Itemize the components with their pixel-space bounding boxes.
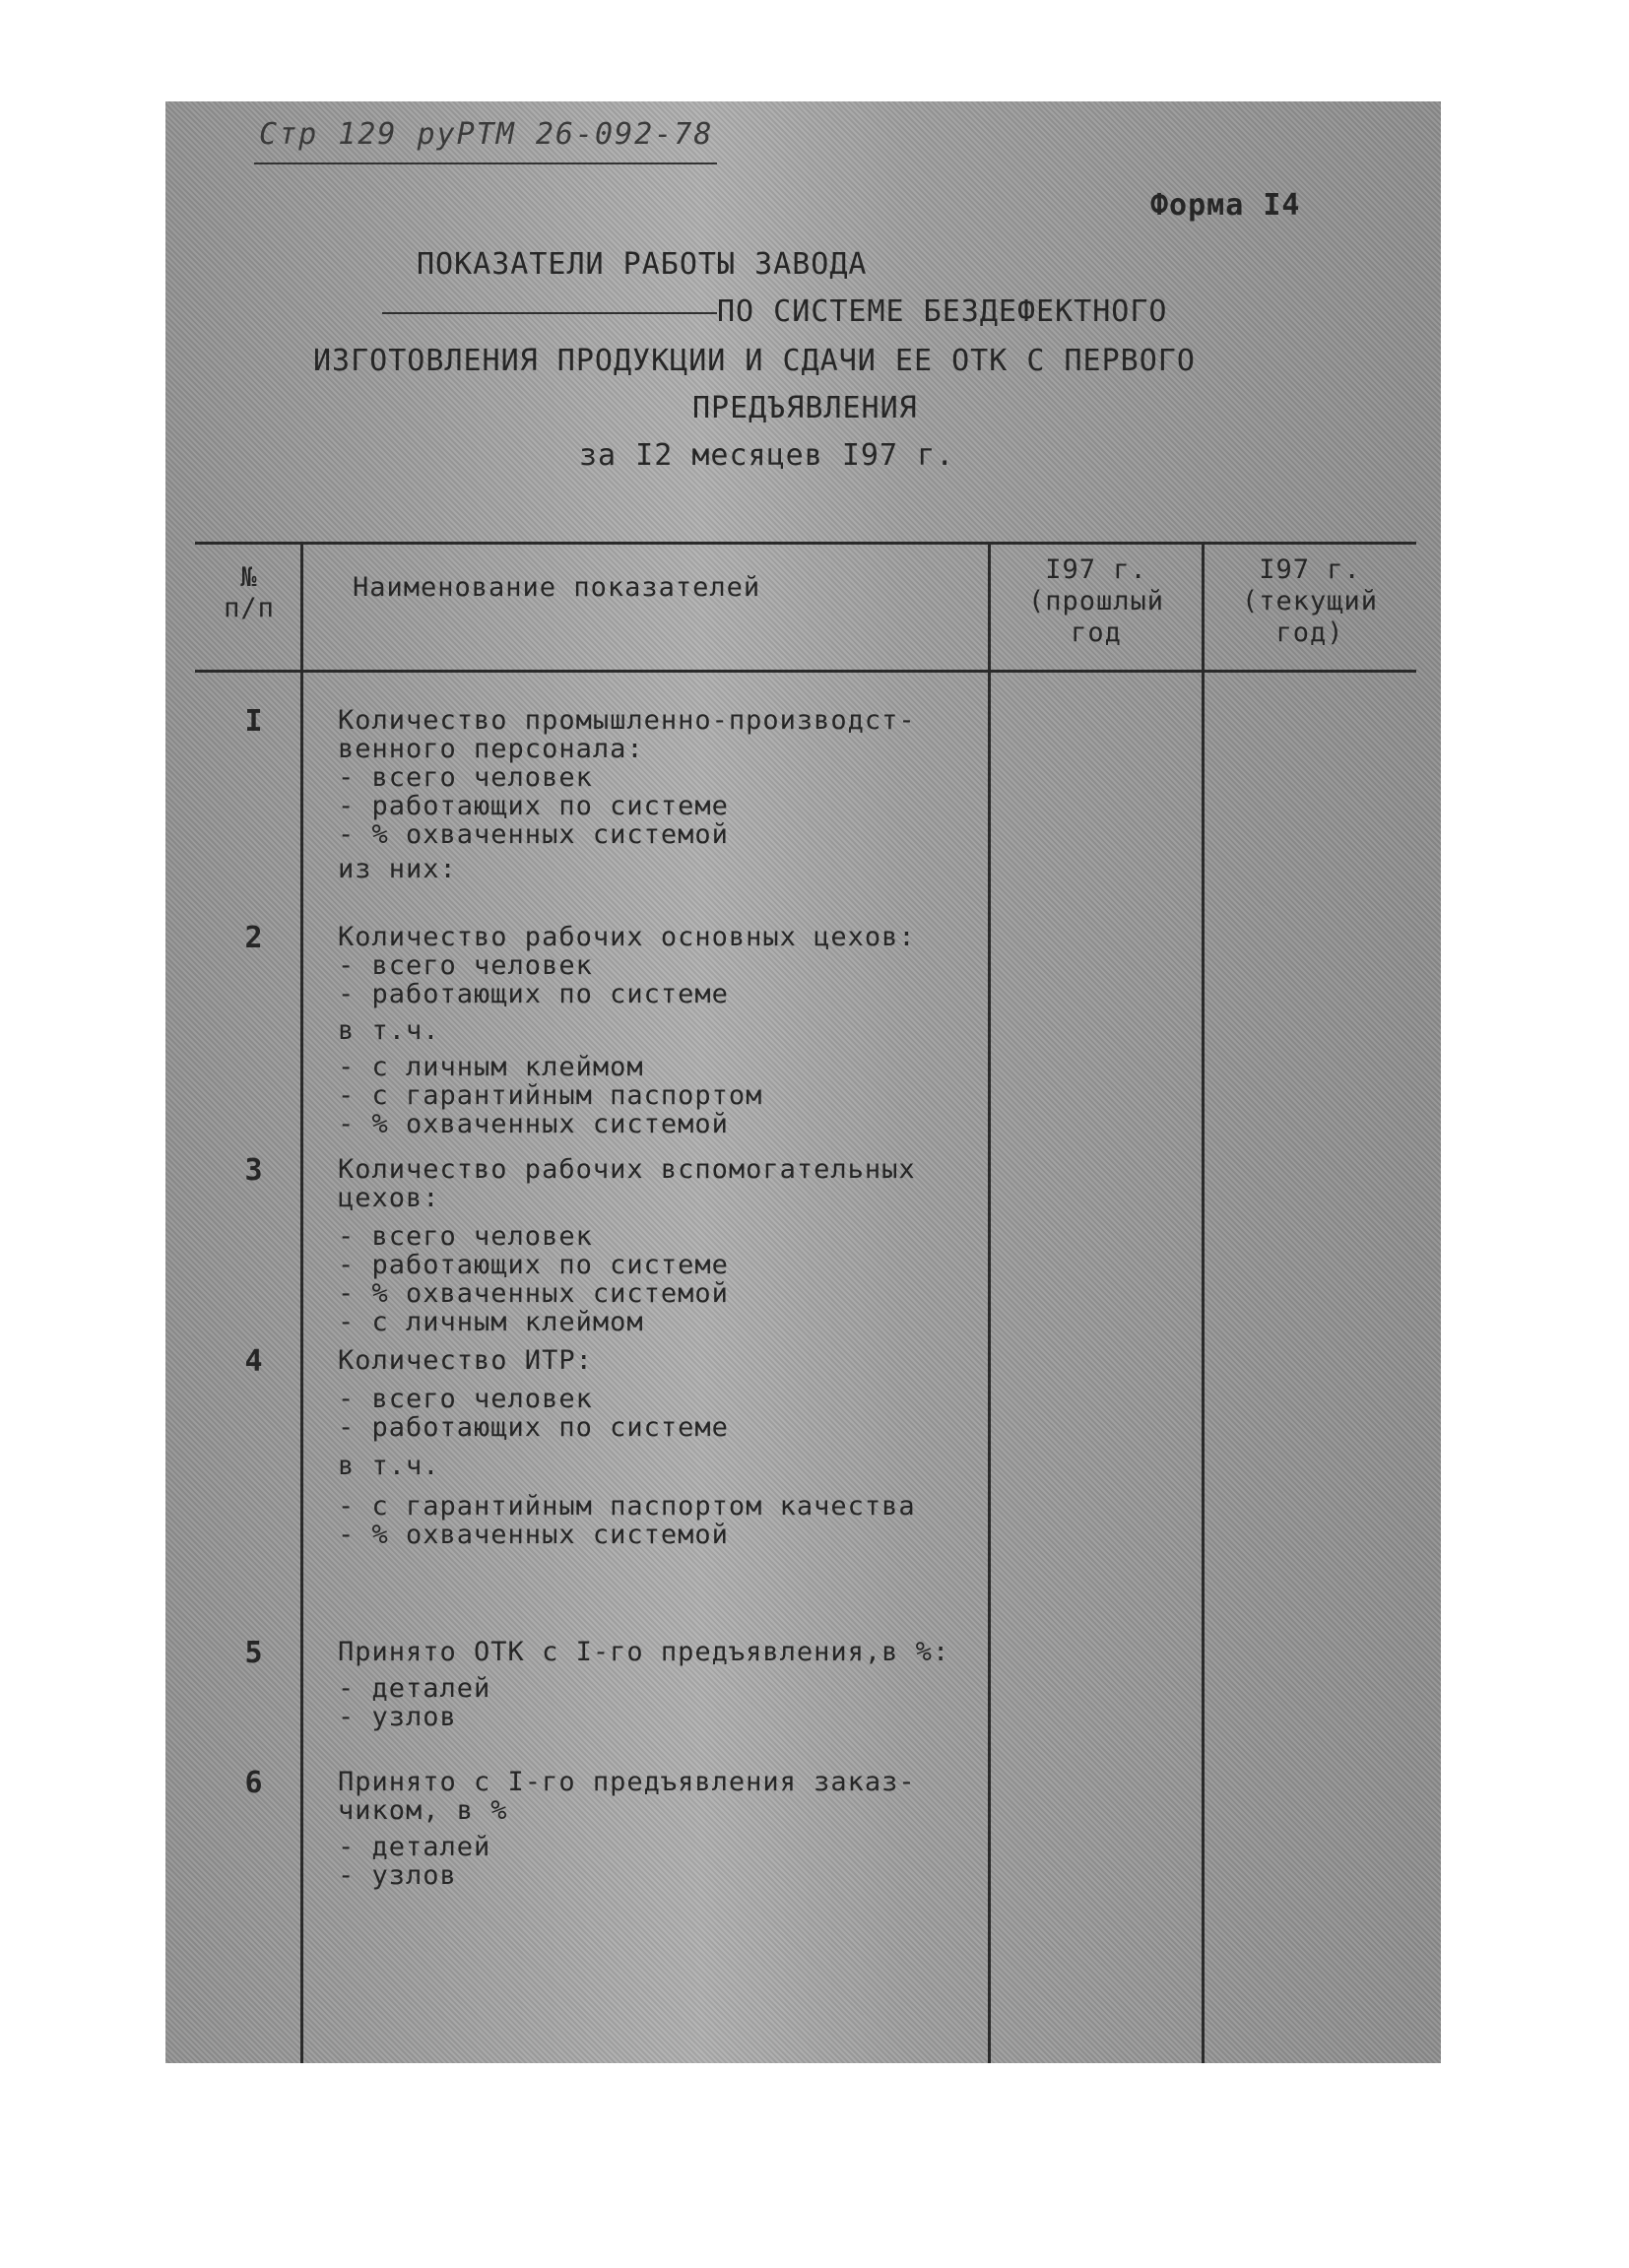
table-row-3: Количество рабочих вспомогательных цехов: - всего человек - работающих по системе - % охваченных системой - с личным клеймом — [338, 1154, 916, 1337]
title-line-5: за I2 месяцев I97 г. — [579, 438, 955, 473]
row-number-1: I — [244, 704, 264, 739]
row-number-6: 6 — [244, 1766, 264, 1800]
handwritten-reference: Стр 129 руРТМ 26-092-78 — [259, 117, 714, 152]
header-past-year: I97 г. (прошлый год — [1027, 554, 1165, 648]
column-divider-3 — [1202, 542, 1205, 2063]
row-number-4: 4 — [244, 1344, 264, 1379]
header-num: № п/п — [224, 562, 275, 623]
row-number-2: 2 — [244, 921, 264, 955]
column-divider-2 — [988, 542, 991, 2063]
column-divider-1 — [300, 542, 303, 2063]
form-label: Форма I4 — [1150, 188, 1301, 223]
row-number-3: 3 — [244, 1153, 264, 1188]
table-row-4: Количество ИТР: - всего человек - работающих по системе в т.ч. - с гарантийным паспортом качества - % охваченных системой — [338, 1345, 916, 1550]
row-number-5: 5 — [244, 1636, 264, 1670]
table-row-1: Количество промышленно-производст- венного персонала: - всего человек - работающих по системе - % охваченных системой из них: — [338, 705, 916, 884]
table-row-2: Количество рабочих основных цехов: - всего человек - работающих по системе в т.ч. - с личным клеймом - с гарантийным паспортом - % охваченных системой — [338, 922, 916, 1139]
table-top-border — [195, 542, 1416, 545]
table-row-6: Принято с I-го предъявления заказ- чиком, в % - деталей - узлов — [338, 1767, 916, 1891]
scanned-document-page — [165, 101, 1441, 2063]
title-line-1: ПОКАЗАТЕЛИ РАБОТЫ ЗАВОДА — [417, 247, 868, 282]
title-line-4: ПРЕДЪЯВЛЕНИЯ — [692, 391, 918, 425]
table-header-bottom-border — [195, 670, 1416, 673]
header-name: Наименование показателей — [353, 572, 761, 603]
title-line-2: ПО СИСТЕМЕ БЕЗДЕФЕКТНОГО — [717, 294, 1168, 329]
header-current-year: I97 г. (текущий год) — [1241, 554, 1379, 648]
reference-underline — [254, 162, 717, 164]
title-line-3: ИЗГОТОВЛЕНИЯ ПРОДУКЦИИ И СДАЧИ ЕЕ ОТК С ПЕРВОГО — [313, 344, 1196, 378]
table-row-5: Принято ОТК с I-го предъявления,в %: - деталей - узлов — [338, 1637, 950, 1732]
title-underline-1 — [382, 312, 717, 314]
